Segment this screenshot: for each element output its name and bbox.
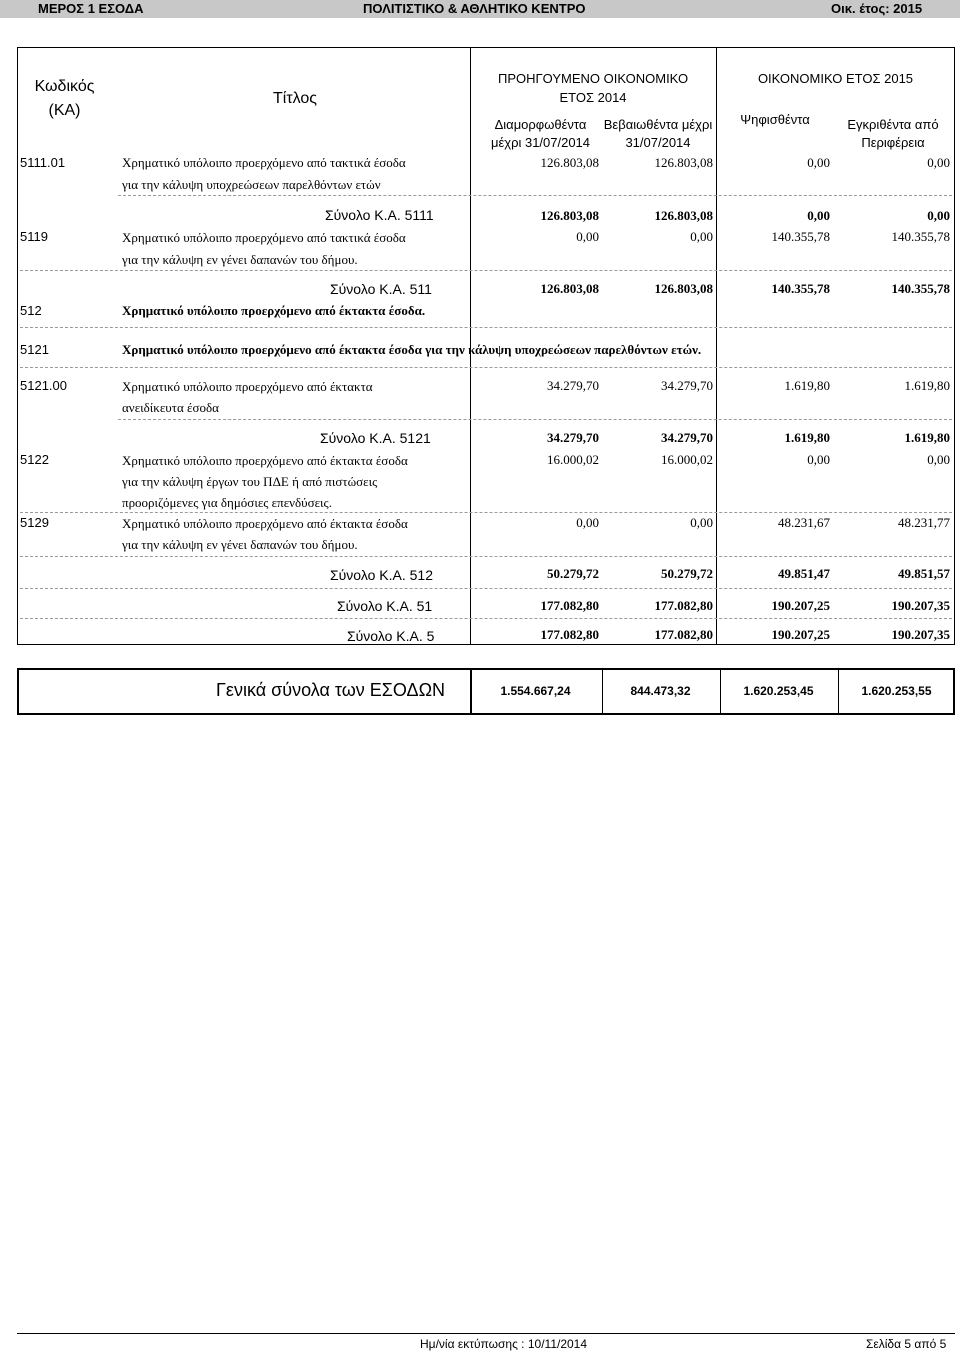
total-label: Σύνολο Κ.Α. 511 bbox=[330, 281, 432, 297]
row-code: 5111.01 bbox=[20, 155, 66, 170]
value-cell: 126.803,08 bbox=[540, 155, 599, 170]
value-cell: 0,00 bbox=[927, 155, 950, 170]
total-value: 126.803,08 bbox=[654, 281, 713, 296]
value-cell: 140.355,78 bbox=[891, 229, 950, 244]
part-label: ΜΕΡΟΣ 1 ΕΣΟΔΑ bbox=[38, 1, 144, 16]
row-code: 5121.00 bbox=[20, 378, 67, 393]
row-separator bbox=[118, 419, 952, 420]
total-label: Σύνολο Κ.Α. 51 bbox=[337, 598, 433, 614]
row-separator bbox=[20, 556, 952, 557]
total-value: 126.803,08 bbox=[540, 208, 599, 223]
total-value: 126.803,08 bbox=[540, 281, 599, 296]
row-separator bbox=[20, 618, 952, 619]
row-separator bbox=[20, 327, 952, 328]
row-title: Χρηματικό υπόλοιπο προερχόμενο από έκτακτα έσοδα. bbox=[122, 303, 426, 318]
total-value: 140.355,78 bbox=[891, 281, 950, 296]
value-cell: 0,00 bbox=[576, 515, 599, 530]
page-number: Σελίδα 5 από 5 bbox=[866, 1337, 947, 1351]
total-value: 177.082,80 bbox=[540, 627, 599, 642]
grand-divider bbox=[470, 668, 472, 715]
total-value: 190.207,35 bbox=[891, 627, 950, 642]
total-label: Σύνολο Κ.Α. 5111 bbox=[325, 207, 434, 223]
total-value: 1.619,80 bbox=[904, 430, 950, 445]
total-value: 1.619,80 bbox=[784, 430, 830, 445]
value-cell: 16.000,02 bbox=[547, 452, 599, 467]
total-value: 34.279,70 bbox=[547, 430, 599, 445]
row-title: Χρηματικό υπόλοιπο προερχόμενο από έκτακτα έσοδα για την κάλυψη υποχρεώσεων παρελθόντων ετών. bbox=[122, 342, 702, 357]
total-value: 177.082,80 bbox=[654, 627, 713, 642]
row-title: για την κάλυψη υποχρεώσεων παρελθόντων ετών bbox=[122, 177, 381, 192]
row-title: για την κάλυψη έργων του ΠΔΕ ή από πιστώσεις bbox=[122, 474, 378, 489]
prev-year-header-2: ΕΤΟΣ 2014 bbox=[559, 90, 627, 105]
total-value: 177.082,80 bbox=[540, 598, 599, 613]
value-cell: 1.619,80 bbox=[784, 378, 830, 393]
total-value: 190.207,25 bbox=[771, 627, 830, 642]
col-title-header: Τίτλος bbox=[272, 90, 317, 107]
total-value: 190.207,25 bbox=[771, 598, 830, 613]
print-date: Ημ/νία εκτύπωσης : 10/11/2014 bbox=[420, 1337, 588, 1351]
row-separator bbox=[20, 512, 952, 513]
total-label: Σύνολο Κ.Α. 5 bbox=[347, 628, 435, 644]
total-value: 0,00 bbox=[927, 208, 950, 223]
fiscal-year: Οικ. έτος: 2015 bbox=[831, 1, 923, 16]
row-separator bbox=[118, 195, 952, 196]
total-value: 177.082,80 bbox=[654, 598, 713, 613]
row-separator bbox=[20, 270, 952, 271]
total-value: 49.851,57 bbox=[898, 566, 950, 581]
value-cell: 0,00 bbox=[807, 155, 830, 170]
row-title: Χρηματικό υπόλοιπο προερχόμενο από έκτακτα έσοδα bbox=[122, 516, 408, 531]
row-code: 5121 bbox=[20, 342, 49, 357]
row-title: προοριζόμενες για δημόσιες επενδύσεις. bbox=[122, 495, 332, 510]
row-title: Χρηματικό υπόλοιπο προερχόμενο από έκτακτα bbox=[122, 379, 373, 394]
col-code-header: Κωδικός bbox=[34, 78, 95, 95]
row-title: Χρηματικό υπόλοιπο προερχόμενο από έκτακτα έσοδα bbox=[122, 453, 408, 468]
value-cell: 0,00 bbox=[807, 452, 830, 467]
cur-col2-header: Εγκριθέντα από bbox=[847, 117, 939, 132]
row-title: για την κάλυψη εν γένει δαπανών του δήμου. bbox=[122, 537, 358, 552]
total-value: 50.279,72 bbox=[661, 566, 713, 581]
total-value: 140.355,78 bbox=[771, 281, 830, 296]
total-label: Σύνολο Κ.Α. 5121 bbox=[320, 430, 431, 446]
total-value: 49.851,47 bbox=[778, 566, 830, 581]
row-separator bbox=[20, 588, 952, 589]
value-cell: 1.619,80 bbox=[904, 378, 950, 393]
cur-col1-header: Ψηφισθέντα bbox=[740, 112, 810, 127]
footer-rule bbox=[17, 1333, 955, 1334]
row-title: για την κάλυψη εν γένει δαπανών του δήμου. bbox=[122, 252, 358, 267]
grand-total-value: 1.620.253,45 bbox=[743, 684, 814, 698]
total-label: Σύνολο Κ.Α. 512 bbox=[330, 567, 433, 583]
prev-col2-header: Βεβαιωθέντα μέχρι bbox=[603, 117, 713, 132]
cur-year-header: ΟΙΚΟΝΟΜΙΚΟ ΕΤΟΣ 2015 bbox=[757, 71, 914, 86]
cur-col2-header-2: Περιφέρεια bbox=[861, 135, 925, 150]
value-cell: 48.231,67 bbox=[778, 515, 830, 530]
grand-total-value: 844.473,32 bbox=[630, 684, 691, 698]
col-code-sub-header: (ΚΑ) bbox=[48, 102, 81, 119]
prev-col1-header-2: μέχρι 31/07/2014 bbox=[490, 135, 591, 150]
total-value: 126.803,08 bbox=[654, 208, 713, 223]
entity-name: ΠΟΛΙΤΙΣΤΙΚΟ & ΑΘΛΗΤΙΚΟ ΚΕΝΤΡΟ bbox=[363, 1, 586, 16]
prev-col1-header: Διαμορφωθέντα bbox=[494, 117, 587, 132]
grand-total-value: 1.620.253,55 bbox=[861, 684, 932, 698]
value-cell: 0,00 bbox=[690, 515, 713, 530]
total-value: 34.279,70 bbox=[661, 430, 713, 445]
value-cell: 34.279,70 bbox=[661, 378, 713, 393]
prev-col2-header-2: 31/07/2014 bbox=[625, 135, 691, 150]
row-code: 5119 bbox=[20, 229, 48, 244]
row-separator bbox=[20, 367, 952, 368]
row-code: 5129 bbox=[20, 515, 49, 530]
value-cell: 0,00 bbox=[690, 229, 713, 244]
total-value: 50.279,72 bbox=[547, 566, 599, 581]
total-value: 190.207,35 bbox=[891, 598, 950, 613]
value-cell: 16.000,02 bbox=[661, 452, 713, 467]
grand-total-value: 1.554.667,24 bbox=[500, 684, 571, 698]
header-bar bbox=[0, 0, 960, 18]
value-cell: 126.803,08 bbox=[654, 155, 713, 170]
row-code: 5122 bbox=[20, 452, 49, 467]
row-code: 512 bbox=[20, 303, 42, 318]
row-title: Χρηματικό υπόλοιπο προερχόμενο από τακτικά έσοδα bbox=[122, 230, 406, 245]
total-value: 0,00 bbox=[807, 208, 830, 223]
value-cell: 34.279,70 bbox=[547, 378, 599, 393]
row-title: ανειδίκευτα έσοδα bbox=[122, 400, 219, 415]
row-title: Χρηματικό υπόλοιπο προερχόμενο από τακτικά έσοδα bbox=[122, 155, 406, 170]
grand-total-label: Γενικά σύνολα των ΕΣΟΔΩΝ bbox=[216, 680, 446, 700]
value-cell: 0,00 bbox=[576, 229, 599, 244]
value-cell: 140.355,78 bbox=[771, 229, 830, 244]
value-cell: 48.231,77 bbox=[898, 515, 950, 530]
prev-year-header: ΠΡΟΗΓΟΥΜΕΝΟ ΟΙΚΟΝΟΜΙΚΟ bbox=[497, 71, 689, 86]
value-cell: 0,00 bbox=[927, 452, 950, 467]
